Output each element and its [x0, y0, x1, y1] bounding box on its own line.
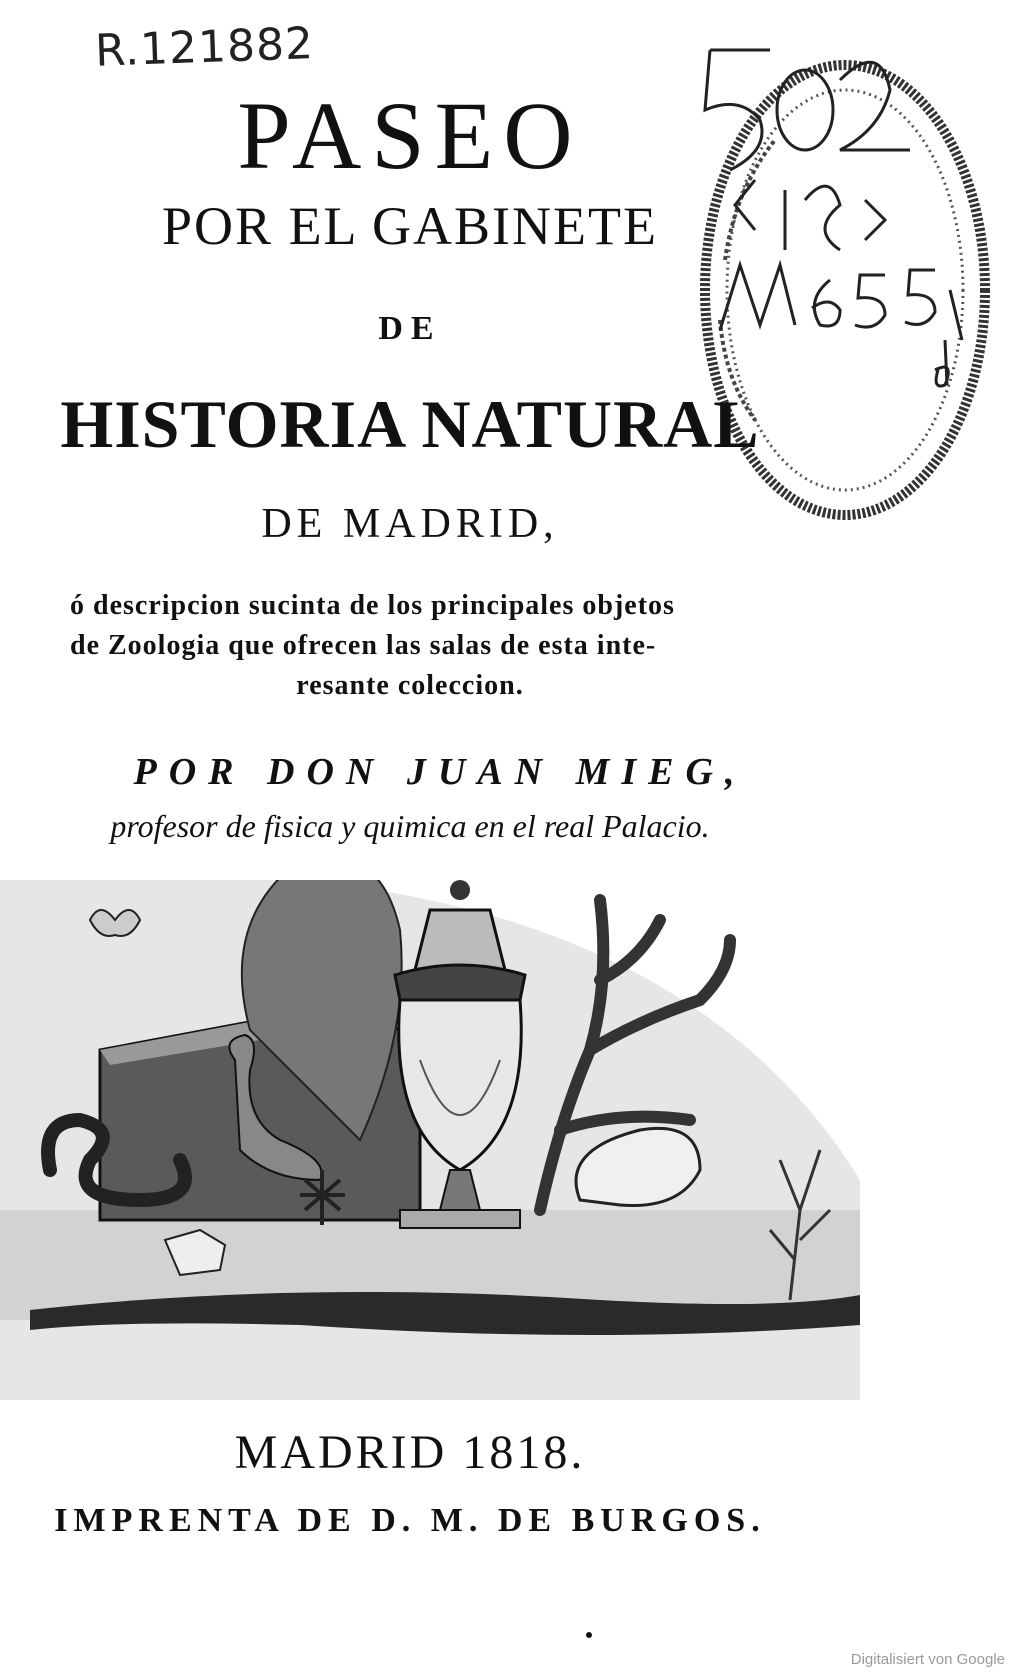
title-line-5: DE MADRID,: [261, 501, 559, 547]
call-number: R.121882: [94, 18, 315, 77]
subtitle-line-2: de Zoologia que ofrecen las salas de esta inte-: [70, 630, 657, 661]
digitization-watermark: Digitalisiert von Google: [850, 1651, 1005, 1668]
ink-dot: [586, 1632, 592, 1638]
title-main: PASEO: [237, 82, 583, 189]
author-role: profesor de fisica y quimica en el real Palacio.: [110, 808, 710, 844]
title-line-2: POR EL GABINETE: [162, 196, 658, 256]
shelfmark-line-1: 502: [700, 40, 702, 41]
engraving-vignette: [0, 880, 900, 1400]
author-name: POR DON JUAN MIEG,: [133, 751, 747, 793]
imprint-city-year: MADRID 1818.: [234, 1426, 586, 1479]
title-line-3: DE: [378, 310, 442, 347]
imprint-printer: IMPRENTA DE D. M. DE BURGOS.: [54, 1502, 766, 1539]
subtitle-line-1: ó descripcion sucinta de los principales objetos: [70, 590, 675, 621]
subtitle-line-3: resante coleccion.: [296, 670, 524, 701]
title-line-4: HISTORIA NATURAL: [60, 386, 760, 462]
